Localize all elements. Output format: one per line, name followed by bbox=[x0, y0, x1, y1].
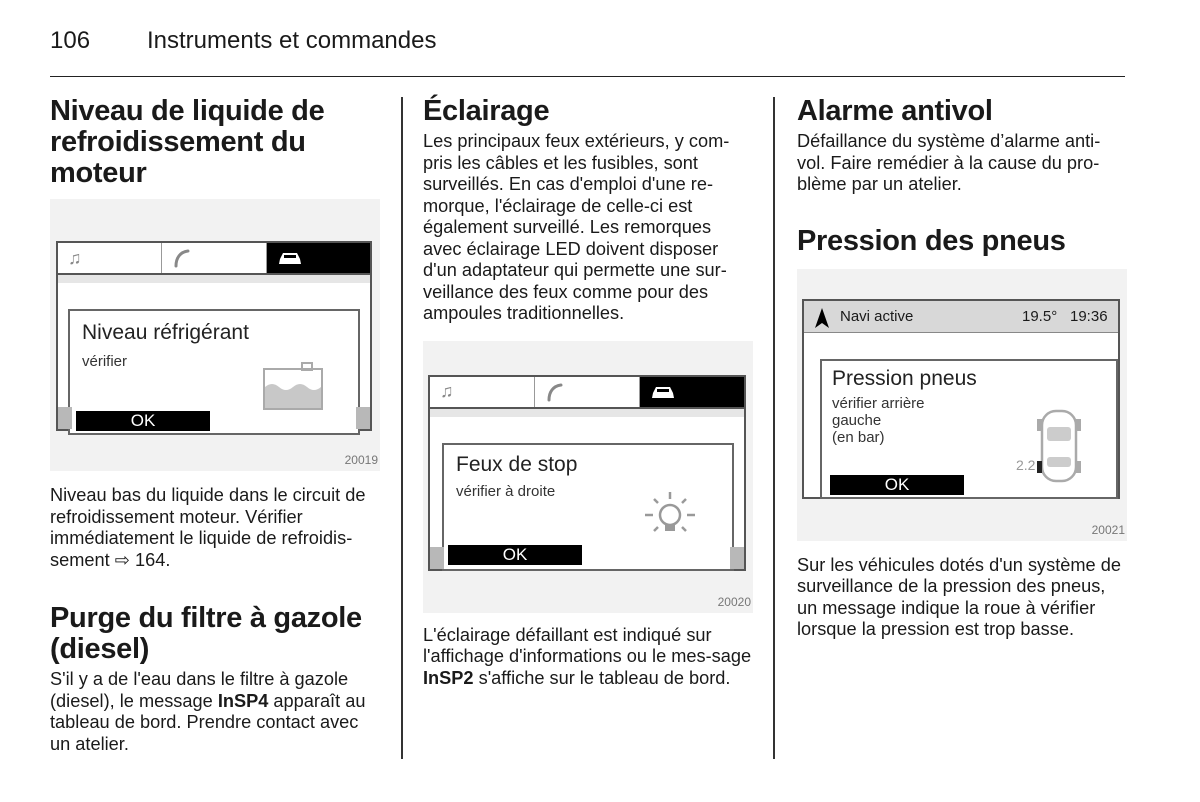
message-box bbox=[820, 359, 1118, 499]
column-divider-2 bbox=[773, 97, 775, 759]
car-icon bbox=[650, 384, 676, 400]
figure-reference: 20019 bbox=[344, 453, 378, 467]
tire-pressure-value: 2.2 bbox=[1016, 456, 1036, 473]
car-icon bbox=[277, 250, 303, 266]
display-screen bbox=[802, 299, 1120, 499]
section-heading-tire-pressure: Pression des pneus bbox=[797, 224, 1066, 257]
bulb-icon bbox=[640, 489, 700, 545]
status-temperature: 19.5° bbox=[1022, 307, 1058, 325]
lighting-result-paragraph bbox=[423, 625, 753, 690]
section-heading-coolant: Niveau de liquide de refroidissement du moteur bbox=[50, 95, 325, 189]
section-heading-alarm: Alarme antivol bbox=[797, 95, 993, 127]
message-subtitle-line1: vérifier arrière bbox=[832, 394, 925, 412]
coolant-display-figure bbox=[50, 199, 380, 471]
diesel-code: InSP4 bbox=[217, 690, 269, 711]
navigation-arrow-icon bbox=[814, 307, 830, 329]
display-side-left bbox=[430, 547, 444, 569]
page-reference: 164. bbox=[135, 549, 171, 570]
lighting-display-figure bbox=[423, 341, 753, 613]
alarm-paragraph: Défaillance du système d’alarme anti-vol. Faire remédier à la cause du pro-blème par un atelier. bbox=[797, 131, 1101, 194]
column-3 bbox=[797, 96, 1127, 641]
diesel-paragraph bbox=[50, 669, 380, 755]
column-1 bbox=[50, 96, 380, 755]
message-title: Niveau réfrigérant bbox=[82, 321, 249, 344]
tire-pressure-display-figure bbox=[797, 269, 1127, 541]
message-subtitle-line2: gauche bbox=[832, 411, 882, 429]
message-subtitle: vérifier à droite bbox=[456, 482, 556, 500]
display-tabs bbox=[58, 243, 370, 275]
phone-handset-icon bbox=[172, 248, 192, 268]
page-title: Instruments et commandes bbox=[147, 27, 437, 54]
coolant-tank-icon bbox=[262, 361, 324, 411]
figure-reference: 20020 bbox=[717, 594, 751, 609]
lighting-paragraph: Les principaux feux extérieurs, y com-pris les câbles et les fusibles, sont surveillés. En cas d'emploi d'une re-morque, l'éclairage de celle-ci est également surveillé. Les remorques avec éclairage LED doivent disposer d'un adaptateur qui permette une sur-veillance des feux comme pour des ampoules traditionnelles. bbox=[423, 131, 730, 323]
section-heading-diesel: Purge du filtre à gazole (diesel) bbox=[50, 602, 362, 665]
page-reference-icon: ⇨ bbox=[114, 549, 130, 570]
status-navi: Navi active bbox=[840, 307, 914, 325]
tab-phone bbox=[162, 243, 266, 273]
tab-phone bbox=[535, 377, 640, 407]
display-side-right bbox=[730, 547, 744, 569]
display-tabs bbox=[430, 377, 744, 409]
display-strip bbox=[430, 409, 744, 417]
lighting-text-a: L'éclairage défaillant est indiqué sur l'affichage d'informations ou le mes-sage bbox=[423, 624, 752, 666]
message-title: Pression pneus bbox=[832, 366, 977, 390]
message-box bbox=[442, 443, 734, 571]
ok-button: OK bbox=[448, 545, 582, 565]
column-divider-1 bbox=[401, 97, 403, 759]
tab-audio bbox=[430, 377, 535, 407]
diesel-text-b: apparaît au tableau de bord. Prendre contact avec un atelier. bbox=[50, 690, 366, 754]
car-top-view-icon bbox=[1036, 407, 1082, 485]
diesel-text-a: S'il y a de l'eau dans le filtre à gazole (diesel), le message bbox=[50, 669, 349, 711]
tab-vehicle bbox=[640, 377, 744, 407]
ok-button: OK bbox=[76, 411, 210, 431]
coolant-text: Niveau bas du liquide dans le circuit de refroidissement moteur. Vérifier immédiatement le liquide de refroidis-sement bbox=[50, 485, 366, 570]
tab-audio bbox=[58, 243, 162, 273]
lighting-code: InSP2 bbox=[423, 667, 474, 688]
message-title: Feux de stop bbox=[456, 452, 578, 476]
message-subtitle: vérifier bbox=[82, 353, 128, 370]
display-screen bbox=[56, 241, 372, 431]
page-number: 106 bbox=[50, 27, 91, 54]
ok-button: OK bbox=[830, 475, 964, 495]
tab-vehicle bbox=[267, 243, 370, 273]
column-2 bbox=[423, 96, 753, 689]
display-screen bbox=[428, 375, 746, 571]
message-box bbox=[68, 309, 360, 435]
phone-handset-icon bbox=[545, 382, 565, 402]
status-bar bbox=[804, 301, 1118, 333]
status-time: 19:36 bbox=[1070, 307, 1108, 325]
page-header bbox=[50, 27, 1125, 77]
display-side-left bbox=[58, 407, 72, 429]
display-strip bbox=[58, 275, 370, 283]
figure-reference: 20021 bbox=[1091, 522, 1125, 537]
music-note-icon: ♫ bbox=[68, 247, 82, 268]
music-note-icon: ♫ bbox=[440, 381, 454, 401]
message-subtitle-line3: (en bar) bbox=[832, 428, 885, 446]
coolant-paragraph bbox=[50, 485, 380, 571]
lighting-text-b: s'affiche sur le tableau de bord. bbox=[478, 667, 731, 688]
section-heading-lighting: Éclairage bbox=[423, 95, 550, 127]
tire-pressure-paragraph: Sur les véhicules dotés d'un système de surveillance de la pression des pneus, un message indique la roue à vérifier lorsque la pression est trop basse. bbox=[797, 554, 1121, 639]
display-side-right bbox=[356, 407, 370, 429]
